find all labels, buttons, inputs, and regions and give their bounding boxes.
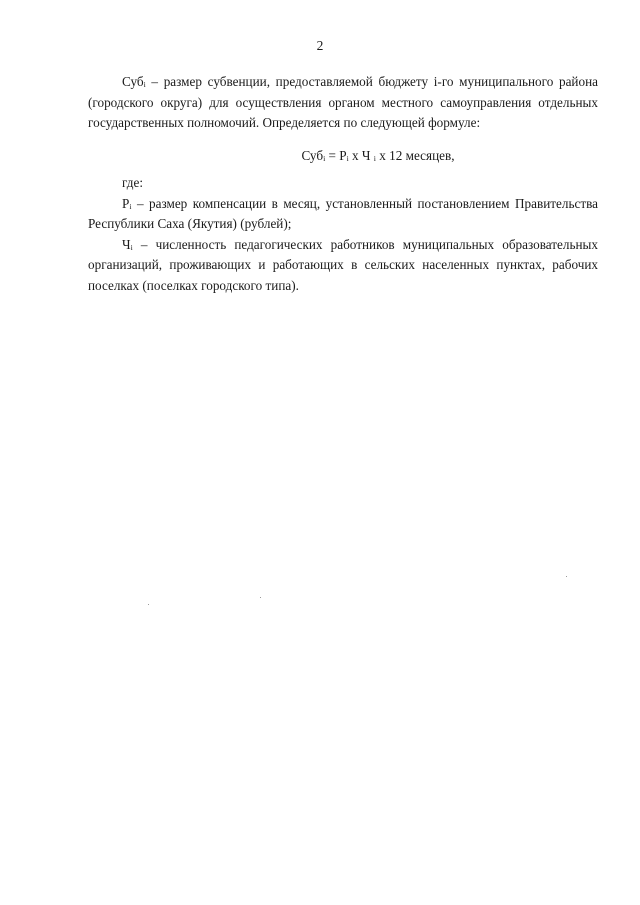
formula: Субᵢ = Рᵢ х Ч ᵢ х 12 месяцев,	[301, 147, 455, 163]
page-number: 2	[316, 38, 324, 53]
paragraph-subsidy-definition: Субᵢ – размер субвенции, предоставляемой бюджету i-го муниципального района (городского округа) для осуществления органом местного самоуправления отдельных государственных полномочий. Определяется по следующей формуле:	[88, 74, 598, 130]
paragraph-ch-definition: Чᵢ – численность педагогических работников муниципальных образовательных организаций, проживающих и работающих в сельских населенных пунктах, рабочих поселках (поселках городского типа).	[88, 236, 598, 293]
scan-speck	[566, 576, 567, 577]
where-label: где:	[122, 175, 143, 190]
scan-speck	[260, 597, 261, 598]
document-body	[88, 72, 598, 296]
scan-speck	[148, 604, 149, 605]
paragraph-p-definition: Рᵢ – размер компенсации в месяц, установленный постановлением Правительства Республики Саха (Якутия) (рублей);	[88, 195, 598, 231]
